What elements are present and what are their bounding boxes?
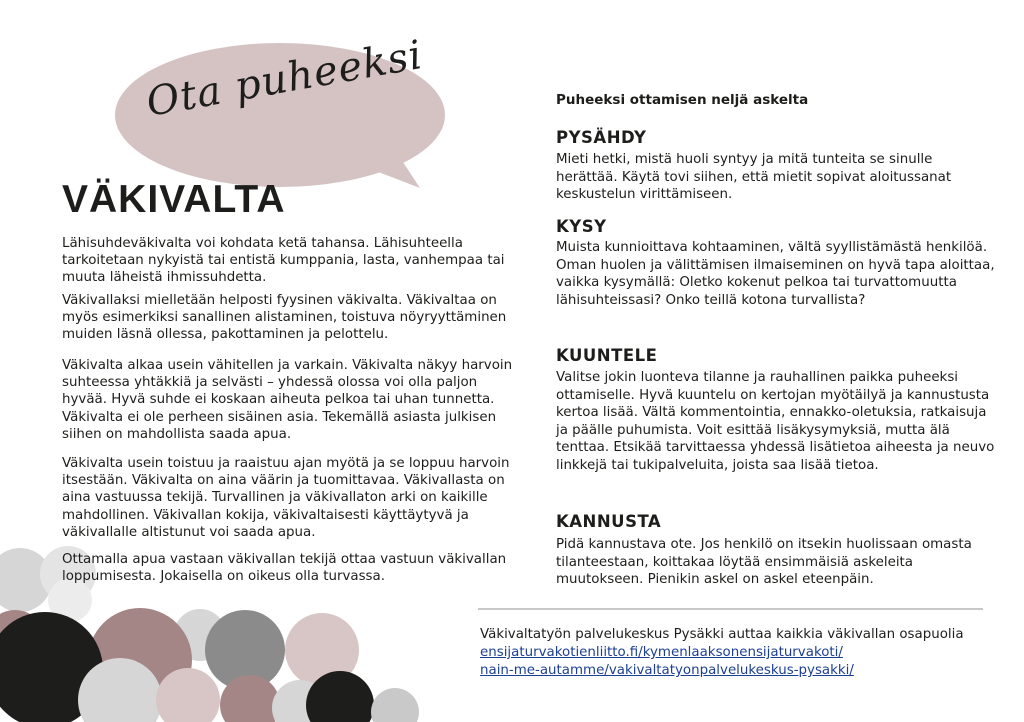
step-body-kannusta: Pidä kannustava ote. Jos henkilö on itsekin huolissaan omasta tilanteestaan, koittakaa löytää ensimmäisiä askeleita muutokseen. Pienikin askel on askel eteenpäin. (556, 537, 972, 588)
steps-heading: Puheeksi ottamisen neljä askelta (556, 92, 809, 108)
step-body-kysy: Muista kunnioittava kohtaaminen, vältä syyllistämästä henkilöä. Oman huolen ja välittämisen ilmaiseminen on hyvä tapa aloittaa, vaikka kysymällä: Oletko kokenut pelkoa tai turvattomuutta lähisuhteissasi? Onko teillä kotona turvallista? (556, 240, 995, 308)
definition-paragraph: Väkivallaksi mielletään helposti fyysinen väkivalta. Väkivaltaa on myös esimerkiksi sanallinen alistaminen, toistuva nöyryyttäminen muiden läsnä ollessa, pakottaminen ja pelottelu. (62, 293, 507, 343)
step-body-kuuntele: Valitse jokin luonteva tilanne ja rauhallinen paikka puheeksi ottamiselle. Hyvä kuuntelu on kertojan myötäilyä ja kannustusta kertoa lisää. Vältä kommentointia, ennakko-oletuksia, ratkaisuja ja päälle puhumista. Voit esittää lisäkysymyksiä, mutta älä tenttaa. Etsikää tarvittaessa yhdessä lisätietoa aiheesta ja neuvo linkkejä tai tukipalveluita, joista saa lisää tietoa. (556, 370, 995, 473)
step-body-pysahdy: Mieti hetki, mistä huoli syntyy ja mitä tunteita se sinulle herättää. Käytä tovi siihen, että mietit sopivat aloitussanat keskustelun virittämiseen. (556, 152, 952, 203)
intro-paragraph: Lähisuhdeväkivalta voi kohdata ketä tahansa. Lähisuhteella tarkoitetaan nykyistä tai entistä kumppania, lasta, vanhempaa tai muuta läheistä ihmissuhdetta. (62, 236, 505, 286)
footer-link-line2[interactable]: nain-me-autamme/vakivaltatyonpalvelukeskus-pysakki/ (480, 663, 854, 678)
step-title-kuuntele: KUUNTELE (556, 346, 658, 365)
step-title-kannusta: KANNUSTA (556, 512, 662, 531)
step-title-pysahdy: PYSÄHDY (556, 128, 647, 147)
footer-link-line1[interactable]: ensijaturvakotienliitto.fi/kymenlaaksonensijaturvakoti/ (480, 645, 843, 660)
escalation-paragraph: Väkivalta usein toistuu ja raaistuu ajan myötä ja se loppuu harvoin itsestään. Väkivalta on aina väärin ja tuomittavaa. Väkivallasta on aina vastuussa tekijä. Turvallinen ja väkivallaton arki on kaikille mahdollinen. Väkivallan kokija, väkivaltaisesti käyttäytyvä ja väkivallalle altistunut voi saada apua. (62, 456, 510, 540)
responsibility-paragraph: Ottamalla apua vastaan väkivallan tekijä ottaa vastuun väkivallan loppumisesta. Jokaisella on oikeus olla turvassa. (62, 552, 507, 585)
divider (478, 608, 983, 610)
step-title-kysy: KYSY (556, 217, 607, 236)
bubble-heading: Ota puheeksi (143, 32, 427, 126)
page-title: VÄKIVALTA (62, 178, 286, 221)
footer (480, 626, 1000, 680)
onset-paragraph: Väkivalta alkaa usein vähitellen ja varkain. Väkivalta näkyy harvoin suhteessa yhtäkkiä ja selvästi – yhdessä olossa voi olla paljon hyvää. Hyvä suhde ei koskaan aiheuta pelkoa tai uhan tunnetta. Väkivalta ei ole perheen sisäinen asia. Tekemällä asiasta julkisen siihen on mahdollista saada apua. (62, 358, 513, 442)
footer-text: Väkivaltatyön palvelukeskus Pysäkki auttaa kaikkia väkivallan osapuolia (480, 627, 964, 642)
